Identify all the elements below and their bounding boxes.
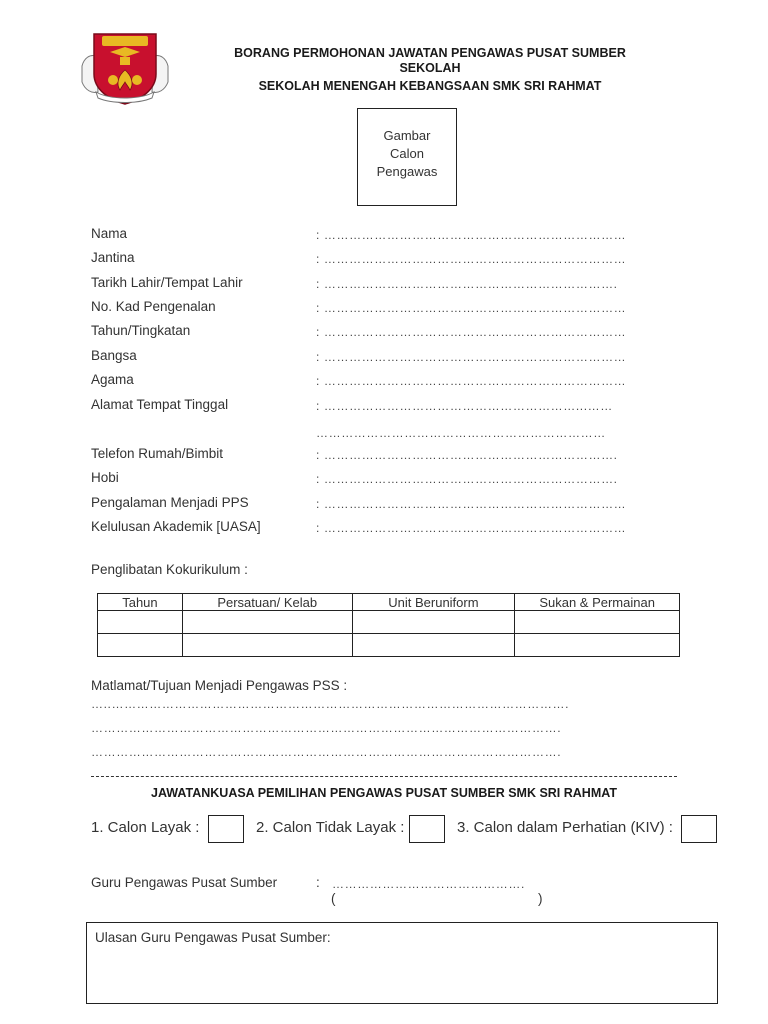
teacher-remark-box[interactable] [86,922,718,1004]
table-cell[interactable] [98,611,183,634]
teacher-colon: : [316,875,320,890]
field-input-kad-pengenalan[interactable]: : ……………………………………………………………… [316,301,627,315]
field-input-bangsa[interactable]: : ……………………………………………………………… [316,350,627,364]
field-input-nama[interactable]: : ……………………………………………………………… [316,228,627,242]
table-row [98,611,680,634]
field-label-nama: Nama [91,226,128,241]
table-cell[interactable] [352,634,515,657]
table-cell[interactable] [98,634,183,657]
column-header-sukan-permainan: Sukan & Permainan [515,594,680,611]
section-divider [91,776,677,777]
field-input-agama[interactable]: : ……………………………………………………………… [316,374,627,388]
committee-title: JAWATANKUASA PEMILIHAN PENGAWAS PUSAT SUMBER SMK SRI RAHMAT [151,786,617,800]
checkbox-calon-layak[interactable] [208,815,244,843]
form-title-line-1: BORANG PERMOHONAN JAWATAN PENGAWAS PUSAT SUMBER [234,46,626,60]
field-label-tarikh-lahir: Tarikh Lahir/Tempat Lahir [91,275,243,290]
teacher-name-paren-close: ) [538,891,543,906]
column-header-persatuan-kelab: Persatuan/ Kelab [182,594,352,611]
goal-label: Matlamat/Tujuan Menjadi Pengawas PSS : [91,678,348,693]
field-input-jantina[interactable]: : ……………………………………………………………… [316,252,627,266]
field-input-telefon[interactable]: : ……………………………………………………………. [316,448,618,462]
form-title-line-2: SEKOLAH [399,61,461,75]
photo-box-line-1: Gambar [383,128,431,143]
table-cell[interactable] [352,611,515,634]
option-calon-tidak-layak-label: 2. Calon Tidak Layak : [256,819,405,836]
field-input-tahun-tingkatan[interactable]: : ……………………………………………………………… [316,325,627,339]
goal-line-2[interactable]: …………………………………………………………………………………………………. [91,721,562,735]
option-calon-kiv-label: 3. Calon dalam Perhatian (KIV) : [457,819,673,836]
goal-line-1[interactable]: …..………………………………………………………………………………………………. [91,697,570,711]
column-header-tahun: Tahun [98,594,183,611]
field-label-jantina: Jantina [91,250,135,265]
field-label-bangsa: Bangsa [91,348,137,363]
teacher-remark-label: Ulasan Guru Pengawas Pusat Sumber: [95,930,331,945]
table-cell[interactable] [515,611,680,634]
field-label-tahun-tingkatan: Tahun/Tingkatan [91,323,191,338]
field-label-kelulusan: Kelulusan Akademik [UASA] [91,519,261,534]
field-label-hobi: Hobi [91,470,119,485]
table-cell[interactable] [182,634,352,657]
field-label-pengalaman: Pengalaman Menjadi PPS [91,495,249,510]
cocurricular-label: Penglibatan Kokurikulum : [91,562,248,577]
field-label-agama: Agama [91,372,134,387]
teacher-signature-line[interactable]: ………………………………………. [332,877,525,891]
field-label-kad-pengenalan: No. Kad Pengenalan [91,299,216,314]
table-row [98,634,680,657]
column-header-unit-beruniform: Unit Beruniform [352,594,515,611]
field-label-alamat: Alamat Tempat Tinggal [91,397,229,412]
field-input-hobi[interactable]: : ……………………………………………………………. [316,472,618,486]
table-header-row [98,594,680,611]
field-input-pengalaman[interactable]: : ……………………………………………………………… [316,497,627,511]
table-cell[interactable] [182,611,352,634]
teacher-label: Guru Pengawas Pusat Sumber [91,875,278,890]
candidate-photo-box [357,108,457,206]
school-name-title: SEKOLAH MENENGAH KEBANGSAAN SMK SRI RAHMAT [258,79,602,93]
photo-box-line-3: Pengawas [376,164,438,179]
teacher-name-paren-open: ( [331,891,336,906]
field-input-kelulusan[interactable]: : ……………………………………………………………… [316,521,627,535]
school-crest-icon [80,30,170,106]
table-cell[interactable] [515,634,680,657]
field-input-alamat-line-2[interactable]: …………………………………………………………… [316,426,606,440]
checkbox-calon-tidak-layak[interactable] [409,815,445,843]
field-input-alamat[interactable]: : ……………………………………………………...…… [316,399,613,413]
field-input-tarikh-lahir[interactable]: : ……………………………………………………………. [316,277,618,291]
goal-line-3[interactable]: …………………………………………………………………………………………………. [91,745,562,759]
photo-box-line-2: Calon [390,146,424,161]
checkbox-calon-kiv[interactable] [681,815,717,843]
option-calon-layak-label: 1. Calon Layak : [91,819,200,836]
cocurricular-table [97,593,680,657]
field-label-telefon: Telefon Rumah/Bimbit [91,446,224,461]
